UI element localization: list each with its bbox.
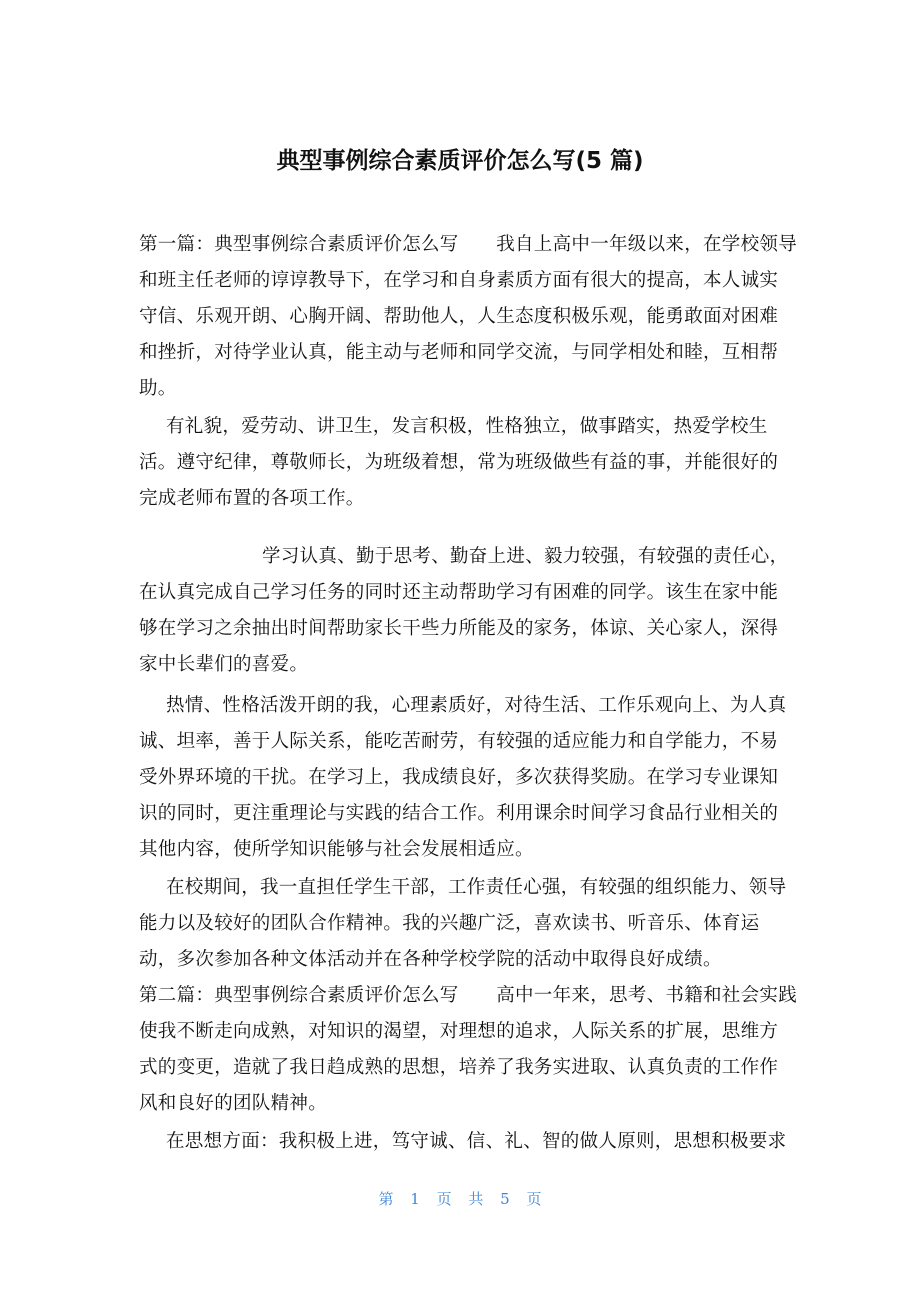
paragraph-line: 受外界环境的干扰。在学习上，我成绩良好，多次获得奖励。在学习专业课知: [139, 767, 779, 788]
paragraph-line: 和班主任老师的谆谆教导下，在学习和自身素质方面有很大的提高，本人诚实: [139, 270, 779, 291]
paragraph-line: 够在学习之余抽出时间帮助家长干些力所能及的家务，体谅、关心家人，深得: [139, 618, 779, 639]
paragraph-line: 完成老师布置的各项工作。: [139, 488, 365, 509]
paragraph-line: 守信、乐观开朗、心胸开阔、帮助他人，人生态度积极乐观，能勇敢面对困难: [139, 306, 779, 327]
paragraph-line: 使我不断走向成熟，对知识的渴望，对理想的追求，人际关系的扩展，思维方: [139, 1021, 779, 1042]
paragraph-line: 诚、坦率，善于人际关系，能吃苦耐劳，有较强的适应能力和自学能力，不易: [139, 731, 779, 752]
paragraph-line: 在校期间，我一直担任学生干部，工作责任心强，有较强的组织能力、领导: [166, 877, 787, 898]
paragraph-line: 在思想方面：我积极上进，笃守诚、信、礼、智的做人原则，思想积极要求: [166, 1131, 787, 1152]
paragraph-line: 学习认真、勤于思考、勤奋上进、毅力较强，有较强的责任心，: [262, 546, 789, 567]
paragraph-line: 在认真完成自己学习任务的同时还主动帮助学习有困难的同学。该生在家中能: [139, 582, 779, 603]
paragraph-line: 风和良好的团队精神。: [139, 1093, 328, 1114]
paragraph-line: 识的同时，更注重理论与实践的结合工作。利用课余时间学习食品行业相关的: [139, 803, 779, 824]
paragraph-line: 第一篇：典型事例综合素质评价怎么写 我自上高中一年级以来，在学校领导: [139, 234, 798, 255]
paragraph-line: 和挫折，对待学业认真，能主动与老师和同学交流，与同学相处和睦，互相帮: [139, 342, 779, 363]
document-title: 典型事例综合素质评价怎么写(5 篇): [276, 148, 644, 174]
paragraph-line: 其他内容，使所学知识能够与社会发展相适应。: [139, 839, 534, 860]
paragraph-line: 热情、性格活泼开朗的我，心理素质好，对待生活、工作乐观向上、为人真: [166, 695, 787, 716]
page-number-footer: 第 1 页 共 5 页: [378, 1190, 542, 1208]
paragraph-line: 助。: [139, 378, 177, 399]
paragraph-line: 式的变更，造就了我日趋成熟的思想，培养了我务实进取、认真负责的工作作: [139, 1057, 779, 1078]
paragraph-line: 活。遵守纪律，尊敬师长，为班级着想，常为班级做些有益的事，并能很好的: [139, 452, 779, 473]
paragraph-line: 有礼貌，爱劳动、讲卫生，发言积极，性格独立，做事踏实，热爱学校生: [166, 416, 768, 437]
paragraph-line: 家中长辈们的喜爱。: [139, 654, 309, 675]
paragraph-line: 能力以及较好的团队合作精神。我的兴趣广泛，喜欢读书、听音乐、体育运: [139, 913, 760, 934]
paragraph-line: 动，多次参加各种文体活动并在各种学校学院的活动中取得良好成绩。: [139, 949, 722, 970]
paragraph-line: 第二篇：典型事例综合素质评价怎么写 高中一年来，思考、书籍和社会实践: [139, 985, 798, 1006]
